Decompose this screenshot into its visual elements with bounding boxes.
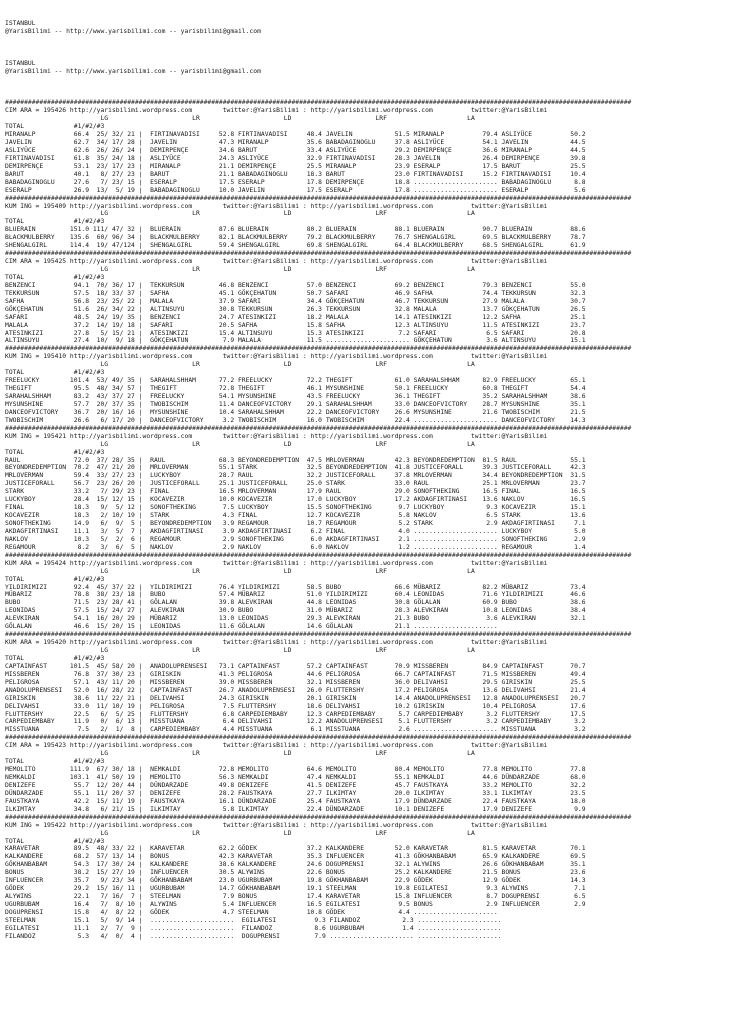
separator-rule: #################################################################################################################################################################### bbox=[5, 250, 632, 258]
separator-rule: #################################################################################################################################################################### bbox=[5, 194, 632, 202]
race-title: CIM ARA = 195423 http://yarisbilimi.wordpress.com twitter:@YarisBilimi : http://yarisbilimi.wordpress.com twitter:@YarisBilimi bbox=[5, 742, 548, 750]
total-header: TOTAL #1/#2/#3 bbox=[5, 575, 105, 583]
runner-row: DÜNDARZADE 55.1 11/ 20/ 37 | DENIZEFE 28.2 FAUSTKAYA 27.7 ILKIMTAY 20.0 ILKIMTAY 33.1 ILKIMTAY 23.5 bbox=[5, 789, 586, 797]
race-block bbox=[5, 425, 747, 552]
separator-rule: #################################################################################################################################################################### bbox=[5, 813, 632, 821]
runner-row: ATESINKIZI 27.8 5/ 15/ 21 | ATESINKIZI 15.4 ALTINSUYU 15.3 ATESINKIZI 7.2 SAFARI 6.5 SAFARI 20.8 bbox=[5, 329, 586, 337]
race-block bbox=[5, 345, 747, 424]
runner-row: SHENGALGIRL 114.4 19/ 47/124 | SHENGALGIRL 59.4 SHENGALGIRL 69.8 SHENGALGIRL 64.4 BLACKMULBERRY 68.5 SHENGALGIRL 61.9 bbox=[5, 242, 586, 250]
total-header: TOTAL #1/#2/#3 bbox=[5, 448, 105, 456]
runner-row: BENZENCI 94.1 70/ 36/ 17 | TEKKURSUN 46.8 BENZENCI 57.0 BENZENCI 69.2 BENZENCI 79.3 BENZENCI 55.0 bbox=[5, 281, 586, 289]
runner-row: EGILATESI 11.1 2/ 7/ 9 | ...................... FILANDOZ 8.6 UGURBUBAM 1.4 ...................... bbox=[5, 924, 502, 932]
runner-row: FREELUCKY 101.4 53/ 49/ 35 | SARAHALSHHAM 77.2 FREELUCKY 72.2 THEGIFT 61.0 SARAHALSHHAM 82.9 FREELUCKY 65.1 bbox=[5, 377, 586, 385]
race-title: KUM ING = 195421 http://yarisbilimi.wordpress.com twitter:@YarisBilimi : http://yarisbilimi.wordpress.com twitter:@YarisBilimi bbox=[5, 432, 548, 440]
runner-row: FAUSTKAYA 42.2 15/ 11/ 19 | FAUSTKAYA 16.1 DÜNDARZADE 25.4 FAUSTKAYA 17.9 DÜNDARZADE 22.4 FAUSTKAYA 18.0 bbox=[5, 797, 586, 805]
race-title: CIM ARA = 195425 http://yarisbilimi.wordpress.com twitter:@YarisBilimi : http://yarisbilimi.wordpress.com twitter:@YarisBilimi bbox=[5, 258, 548, 266]
runner-row: TWOBISCHIM 26.6 6/ 17/ 20 | DANCEOFVICTORY 3.2 TWOBISCHIM 16.0 TWOBISCHIM 22.4 ...................... DANCEOFVICTORY 14.3 bbox=[5, 416, 586, 424]
separator-rule: #################################################################################################################################################################### bbox=[5, 631, 632, 639]
total-header: TOTAL #1/#2/#3 bbox=[5, 369, 105, 377]
race-block bbox=[5, 195, 747, 251]
runner-row: FIRTINAVADISI 61.8 35/ 24/ 18 | ASLIYÜCE 24.3 ASLIYÜCE 32.9 FIRTINAVADISI 28.3 JAVELIN 26.4 DEMIRPENÇE 39.8 bbox=[5, 154, 586, 162]
header-line bbox=[5, 52, 747, 60]
runner-row: GÖLALAN 46.6 15/ 20/ 15 | LEONIDAS 11.6 GÖLALAN 14.6 GÖLALAN 21.1 ...................... bbox=[5, 623, 498, 631]
total-header: TOTAL #1/#2/#3 bbox=[5, 654, 105, 662]
column-headers: LG LR LD LRF LA bbox=[5, 829, 475, 837]
runner-row: BEYONDREDEMPTION 70.2 47/ 21/ 20 | MRLOVERMAN 55.1 STARK 32.5 BEYONDREDEMPTION 41.8 JUSTICEFORALL 39.3 JUSTICEFORALL 42.3 bbox=[5, 464, 586, 472]
runner-row: KALKANDERE 68.2 57/ 13/ 14 | BONUS 42.3 KARAVETAR 35.3 INFLUENCER 41.3 GÖKHANBABAM 65.9 KALKANDERE 69.5 bbox=[5, 853, 586, 861]
runner-row: DENIZEFE 55.7 12/ 20/ 44 | DÜNDARZADE 49.8 DENIZEFE 41.5 DENIZEFE 45.7 FAUSTKAYA 33.2 MEMOLITO 32.2 bbox=[5, 781, 586, 789]
race-title: KUM ING = 195409 http://yarisbilimi.wordpress.com twitter:@YarisBilimi : http://yarisbilimi.wordpress.com twitter:@YarisBilimi bbox=[5, 202, 548, 210]
race-block bbox=[5, 814, 747, 941]
runner-row: SAFHA 56.8 23/ 25/ 22 | MALALA 37.9 SAFARI 34.4 GÖKÇEHATUN 46.7 TEKKURSUN 27.9 MALALA 30.7 bbox=[5, 297, 586, 305]
runner-row: SAFARI 48.5 24/ 19/ 35 | BENZENCI 24.7 ATESINKIZI 18.2 MALALA 14.1 ATESINKIZI 12.2 SAFHA 25.1 bbox=[5, 313, 586, 321]
runner-row: DANCEOFVICTORY 36.7 20/ 16/ 16 | MYSUNSHINE 10.4 SARAHALSHHAM 22.2 DANCEOFVICTORY 26.6 MYSUNSHINE 21.6 TWOBISCHIM 21.5 bbox=[5, 408, 586, 416]
race-block bbox=[5, 99, 747, 194]
runner-row: MISSTUANA 7.5 2/ 1/ 8 | CARPEDIEMBABY 4.4 MISSTUANA 6.1 MISSTUANA 2.6 ...................... MISSTUANA 3.2 bbox=[5, 726, 586, 734]
runner-row: NAKLOV 10.3 5/ 2/ 6 | REGAMOUR 2.9 SONOFTHEKING 6.0 AKDAGFIRTINASI 2.1 ...................... SONOFTHEKING 2.9 bbox=[5, 535, 586, 543]
runner-row: UGURBUBAM 16.4 7/ 8/ 10 | ALYWINS 5.4 INFLUENCER 16.5 EGILATESI 9.5 BONUS 2.9 INFLUENCER 2.9 bbox=[5, 901, 586, 908]
race-block bbox=[5, 250, 747, 345]
runner-row: ALTINSUYU 27.4 10/ 9/ 18 | GÖKÇEHATUN 7.9 MALALA 11.5 ...................... GÖKÇEHATUN 3.6 ALTINSUYU 15.1 bbox=[5, 337, 586, 345]
total-header: TOTAL #1/#2/#3 bbox=[5, 123, 105, 131]
runner-row: LUCKYBOY 28.4 15/ 12/ 15 | KOCAVEZIR 10.0 KOCAVEZIR 17.0 LUCKYBOY 17.2 AKDAGFIRTINASI 13.6 NAKLOV 16.5 bbox=[5, 496, 586, 504]
runner-row: ALYWINS 22.1 7/ 16/ 7 | STEELMAN 7.9 BONUS 17.4 KARAVETAR 15.8 INFLUENCER 8.7 DOGUPRENSI 6.5 bbox=[5, 893, 586, 901]
column-headers: LG LR LD LRF LA bbox=[5, 266, 475, 273]
separator-rule: #################################################################################################################################################################### bbox=[5, 551, 632, 559]
column-headers: LG LR LD LRF LA bbox=[5, 115, 475, 123]
runner-row: FINAL 18.3 9/ 5/ 12 | SONOFTHEKING 7.5 LUCKYBOY 15.5 SONOFTHEKING 9.7 LUCKYBOY 9.3 KOCAVEZIR 15.1 bbox=[5, 504, 586, 512]
runner-row: MYSUNSHINE 57.7 20/ 37/ 35 | TWOBISCHIM 11.4 DANCEOFVICTORY 29.1 SARAHALSHHAM 33.0 DANCEOFVICTORY 28.7 MYSUNSHINE 35.1 bbox=[5, 400, 586, 408]
race-block bbox=[5, 552, 747, 631]
runner-row: NEMKALDI 103.1 41/ 50/ 19 | MEMOLITO 56.3 NEMKALDI 47.4 NEMKALDI 55.1 NEMKALDI 44.6 DÜNDARZADE 68.0 bbox=[5, 774, 586, 781]
runner-row: PELIGROSA 57.1 43/ 11/ 20 | MISSBEREN 39.0 MISSBEREN 32.1 MISSBEREN 36.0 DELIVAHSI 29.5 GIRISKIN 25.5 bbox=[5, 678, 586, 686]
column-headers: LG LR LD LRF LA bbox=[5, 440, 475, 448]
runner-row: MRLOVERMAN 59.4 33/ 27/ 23 | LUCKYBOY 28.7 RAUL 32.2 JUSTICEFORALL 37.8 MRLOVERMAN 34.4 BEYONDREDEMPTION 31.5 bbox=[5, 472, 586, 480]
total-header: TOTAL #1/#2/#3 bbox=[5, 218, 105, 226]
race-block bbox=[5, 734, 747, 813]
runner-row: SONOFTHEKING 14.9 6/ 9/ 5 | BEYONDREDEMPTION 3.9 REGAMOUR 10.7 REGAMOUR 5.2 STARK 2.9 AKDAGFIRTINASI 7.1 bbox=[5, 520, 586, 527]
race-block bbox=[5, 631, 747, 734]
runner-row: LEONIDAS 57.5 15/ 24/ 27 | ALEVKIRAN 30.9 BUBO 31.0 MÜBARIZ 28.3 ALEVKIRAN 10.8 LEONIDAS 38.4 bbox=[5, 607, 586, 615]
runner-row: BUBO 71.5 23/ 28/ 41 | GÖLALAN 39.8 ALEVKIRAN 44.8 LEONIDAS 30.8 GÖLALAN 60.9 BUBO 38.6 bbox=[5, 599, 586, 607]
runner-row: KOCAVEZIR 18.3 2/ 10/ 19 | STARK 4.3 FINAL 12.7 KOCAVEZIR 5.8 NAKLOV 6.5 STARK 13.6 bbox=[5, 512, 586, 520]
runner-row: INFLUENCER 35.7 9/ 23/ 34 | GÖKHANBABAM 23.0 UGURBUBAM 19.8 GÖKHANBABAM 22.9 GÖDEK 12.9 GÖDEK 14.3 bbox=[5, 877, 586, 885]
runner-row: MIRANALP 66.4 25/ 32/ 21 | FIRTINAVADISI 52.8 FIRTINAVADISI 48.4 JAVELIN 51.5 MIRANALP 79.4 ASLIYÜCE 50.2 bbox=[5, 131, 586, 139]
runner-row: THEGIFT 95.5 48/ 34/ 57 | THEGIFT 72.8 THEGIFT 46.1 MYSUNSHINE 50.1 FREELUCKY 60.8 THEGIFT 54.4 bbox=[5, 385, 586, 393]
runner-row: ANADOLUPRENSESI 52.0 16/ 28/ 22 | CAPTAINFAST 26.7 ANADOLUPRENSESI 26.0 FLUTTERSHY 17.2 PELIGROSA 13.6 DELIVAHSI 21.4 bbox=[5, 686, 586, 694]
runner-row: BONUS 38.2 15/ 27/ 19 | INFLUENCER 30.5 ALYWINS 22.6 BONUS 25.2 KALKANDERE 21.5 BONUS 23.6 bbox=[5, 869, 586, 877]
race-list bbox=[5, 99, 747, 940]
runner-row: ASLIYÜCE 62.6 26/ 26/ 24 | DEMIRPENÇE 34.6 BARUT 33.4 ASLIYÜCE 29.2 DEMIRPENÇE 36.6 MIRANALP 44.5 bbox=[5, 146, 586, 154]
race-title: KUM ARA = 195420 http://yarisbilimi.wordpress.com twitter:@YarisBilimi : http://yarisbilimi.wordpress.com twitter:@YarisBilimi bbox=[5, 639, 548, 647]
column-headers: LG LR LD LRF LA bbox=[5, 750, 475, 758]
header-line bbox=[5, 75, 747, 83]
column-headers: LG LR LD LRF LA bbox=[5, 567, 475, 575]
runner-row: GÖKHANBABAM 54.3 17/ 30/ 24 | KALKANDERE 38.6 KALKANDERE 24.6 DOGUPRENSI 32.1 ALYWINS 26.6 GÖKHANBABAM 35.1 bbox=[5, 861, 586, 869]
runner-row: TEKKURSUN 57.5 18/ 33/ 37 | SAFHA 45.1 GÖKÇEHATUN 50.7 SAFARI 46.9 SAFHA 74.4 TEKKURSUN 32.3 bbox=[5, 289, 586, 297]
runner-row: AKDAGFIRTINASI 11.1 3/ 5/ 7 | AKDAGFIRTINASI 3.9 AKDAGFIRTINASI 6.2 FINAL 4.0 ...................... LUCKYBOY 5.0 bbox=[5, 527, 586, 535]
header-line: @YarisBilimi -- http://www.yarisbilimi.com -- yarisbilimi@gmail.com bbox=[5, 27, 261, 35]
runner-row: GIRISKIN 38.6 11/ 22/ 21 | DELIVAHSI 24.3 GIRISKIN 20.1 GIRISKIN 14.4 ANADOLUPRENSESI 12.8 ANADOLUPRENSESI 20.7 bbox=[5, 694, 586, 702]
runner-row: BARUT 40.1 8/ 27/ 23 | BARUT 21.1 BABADAGINOGLU 18.3 BARUT 23.0 FIRTINAVADISI 15.2 FIRTINAVADISI 10.4 bbox=[5, 170, 586, 178]
runner-row: STARK 33.2 7/ 29/ 23 | FINAL 16.5 MRLOVERMAN 17.9 RAUL 29.0 SONOFTHEKING 16.5 FINAL 16.5 bbox=[5, 488, 586, 496]
runner-row: ILKIMTAY 34.8 6/ 21/ 15 | ILKIMTAY 5.8 ILKIMTAY 22.4 DÜNDARZADE 10.1 DENIZEFE 17.9 DENIZEFE 9.9 bbox=[5, 805, 586, 813]
runner-row: BABADAGINOGLU 27.6 7/ 23/ 15 | ESERALP 17.5 ESERALP 17.8 DEMIRPENÇE 18.8 ...................... BABADAGINOGLU 8.8 bbox=[5, 178, 586, 186]
runner-row: FLUTTERSHY 22.5 6/ 5/ 25 | FLUTTERSHY 6.8 CARPEDIEMBABY 12.3 CARPEDIEMBABY 5.7 CARPEDIEMBABY 3.2 FLUTTERSHY 17.5 bbox=[5, 710, 586, 718]
runner-row: GÖDEK 29.2 15/ 16/ 11 | UGURBUBAM 14.7 GÖKHANBABAM 19.1 STEELMAN 19.8 EGILATESI 9.3 ALYWINS 7.1 bbox=[5, 885, 586, 893]
runner-row: CAPTAINFAST 101.5 45/ 58/ 20 | ANADOLUPRENSESI 73.1 CAPTAINFAST 57.2 CAPTAINFAST 70.9 MISSBEREN 84.9 CAPTAINFAST 70.7 bbox=[5, 662, 586, 670]
runner-row: GÖKÇEHATUN 51.6 26/ 34/ 22 | ALTINSUYU 30.8 TEKKURSUN 26.3 TEKKURSUN 32.8 MALALA 13.7 GÖKÇEHATUN 26.5 bbox=[5, 305, 586, 313]
separator-rule: #################################################################################################################################################################### bbox=[5, 424, 632, 432]
runner-row: REGAMOUR 8.2 3/ 6/ 5 | NAKLOV 2.9 NAKLOV 6.0 NAKLOV 1.2 ...................... REGAMOUR 1.4 bbox=[5, 543, 586, 551]
runner-row: DELIVAHSI 33.0 11/ 10/ 19 | PELIGROSA 7.5 FLUTTERSHY 18.6 DELIVAHSI 10.2 GIRISKIN 10.4 PELIGROSA 17.6 bbox=[5, 702, 586, 710]
column-headers: LG LR LD LRF LA bbox=[5, 647, 475, 654]
runner-row: JUSTICEFORALL 56.7 23/ 26/ 20 | JUSTICEFORALL 25.1 JUSTICEFORALL 25.0 STARK 33.0 RAUL 25.1 MRLOVERMAN 23.7 bbox=[5, 480, 586, 488]
runner-row: FILANDOZ 5.3 4/ 0/ 4 | ...................... DOGUPRENSI 7.9 ...................... ...................... bbox=[5, 932, 502, 940]
runner-row: STEELMAN 15.1 5/ 9/ 14 | ...................... EGILATESI 9.3 FILANDOZ 2.3 ...................... bbox=[5, 916, 502, 924]
runner-row: ALEVKIRAN 54.1 16/ 20/ 29 | MÜBARIZ 13.0 LEONIDAS 29.3 ALEVKIRAN 21.3 BUBO 3.6 ALEVKIRAN 32.1 bbox=[5, 615, 586, 623]
header-line: @YarisBilimi -- http://www.yarisbilimi.com -- yarisbilimi@gmail.com bbox=[5, 67, 261, 75]
runner-row: CARPEDIEMBABY 11.9 0/ 6/ 13 | MISSTUANA 6.4 DELIVAHSI 12.2 ANADOLUPRENSESI 5.1 FLUTTERSHY 3.2 CARPEDIEMBABY 3.2 bbox=[5, 718, 586, 726]
total-header: TOTAL #1/#2/#3 bbox=[5, 837, 105, 845]
separator-rule: #################################################################################################################################################################### bbox=[5, 99, 632, 107]
header-line: ISTANBUL bbox=[5, 19, 36, 27]
separator-rule: #################################################################################################################################################################### bbox=[5, 734, 632, 742]
runner-row: BLUERAIN 151.0 111/ 47/ 32 | BLUERAIN 87.6 BLUERAIN 80.2 BLUERAIN 88.1 BLUERAIN 90.7 BLUERAIN 88.6 bbox=[5, 226, 586, 234]
runner-row: DEMIRPENÇE 53.1 23/ 17/ 23 | MIRANALP 21.1 DEMIRPENÇE 25.5 MIRANALP 23.9 ESERALP 17.5 BARUT 25.5 bbox=[5, 162, 586, 170]
total-header: TOTAL #1/#2/#3 bbox=[5, 273, 105, 281]
total-header: TOTAL #1/#2/#3 bbox=[5, 758, 105, 766]
runner-row: DOGUPRENSI 15.8 4/ 8/ 22 | GÖDEK 4.7 STEELMAN 10.8 GÖDEK 4.4 ...................... bbox=[5, 908, 498, 916]
race-title: KUM ARA = 195424 http://yarisbilimi.wordpress.com twitter:@YarisBilimi : http://yarisbilimi.wordpress.com twitter:@YarisBilimi bbox=[5, 559, 548, 567]
column-headers: LG LR LD LRF LA bbox=[5, 210, 475, 218]
header-line bbox=[5, 44, 747, 52]
header-line: ISTANBUL bbox=[5, 59, 36, 67]
race-title: CIM ARA = 195426 http://yarisbilimi.wordpress.com twitter:@YarisBilimi : http://yarisbilimi.wordpress.com twitter:@YarisBilimi bbox=[5, 107, 548, 115]
separator-rule: #################################################################################################################################################################### bbox=[5, 345, 632, 353]
runner-row: RAUL 72.0 37/ 28/ 35 | RAUL 68.3 BEYONDREDEMPTION 47.5 MRLOVERMAN 42.3 BEYONDREDEMPTION 81.5 RAUL 55.1 bbox=[5, 456, 586, 464]
runner-row: KARAVETAR 89.5 48/ 33/ 22 | KARAVETAR 62.2 GÖDEK 37.2 KALKANDERE 52.0 KARAVETAR 81.5 KARAVETAR 70.1 bbox=[5, 845, 586, 853]
runner-row: JAVELIN 62.7 34/ 17/ 28 | JAVELIN 47.3 MIRANALP 35.6 BABADAGINOGLU 37.8 ASLIYÜCE 54.1 JAVELIN 44.5 bbox=[5, 139, 586, 146]
race-title: KUM ING = 195422 http://yarisbilimi.wordpress.com twitter:@YarisBilimi : http://yarisbilimi.wordpress.com twitter:@YarisBilimi bbox=[5, 821, 548, 829]
page-header bbox=[5, 20, 747, 84]
runner-row: YILDIRIMIZI 92.4 45/ 37/ 22 | YILDIRIMIZI 76.4 YILDIRIMIZI 58.5 BUBO 66.6 MÜBARIZ 82.2 MÜBARIZ 73.4 bbox=[5, 583, 586, 591]
runner-row: MALALA 37.2 14/ 19/ 18 | SAFARI 20.5 SAFHA 15.8 SAFHA 12.3 ALTINSUYU 11.5 ATESINKIZI 23.7 bbox=[5, 321, 586, 329]
column-headers: LG LR LD LRF LA bbox=[5, 361, 475, 369]
race-title: KUM ING = 195410 http://yarisbilimi.wordpress.com twitter:@YarisBilimi : http://yarisbilimi.wordpress.com twitter:@YarisBilimi bbox=[5, 353, 548, 361]
runner-row: ESERALP 26.9 13/ 5/ 19 | BABADAGINOGLU 10.0 JAVELIN 17.5 ESERALP 17.8 ...................... ESERALP 5.6 bbox=[5, 186, 586, 194]
runner-row: MEMOLITO 111.9 67/ 30/ 18 | NEMKALDI 72.8 MEMOLITO 64.6 MEMOLITO 80.4 MEMOLITO 77.8 MEMOLITO 77.8 bbox=[5, 766, 586, 774]
runner-row: SARAHALSHHAM 83.2 43/ 37/ 27 | FREELUCKY 54.1 MYSUNSHINE 43.5 FREELUCKY 36.1 THEGIFT 35.2 SARAHALSHHAM 38.6 bbox=[5, 393, 586, 400]
runner-row: MÜBARIZ 78.8 38/ 23/ 18 | BUBO 57.4 MÜBARIZ 51.0 YILDIRIMIZI 60.4 LEONIDAS 71.6 YILDIRIMIZI 46.6 bbox=[5, 591, 586, 599]
header-line bbox=[5, 36, 747, 44]
runner-row: BLACKMULBERRY 135.6 60/ 96/ 34 | BLACKMULBERRY 82.1 BLACKMULBERRY 79.2 BLACKMULBERRY 76.7 SHENGALGIRL 69.5 BLACKMULBERRY 78.7 bbox=[5, 234, 586, 242]
runner-row: MISSBEREN 76.8 37/ 30/ 23 | GIRISKIN 41.3 PELIGROSA 44.6 PELIGROSA 66.7 CAPTAINFAST 71.5 MISSBEREN 49.4 bbox=[5, 670, 586, 678]
